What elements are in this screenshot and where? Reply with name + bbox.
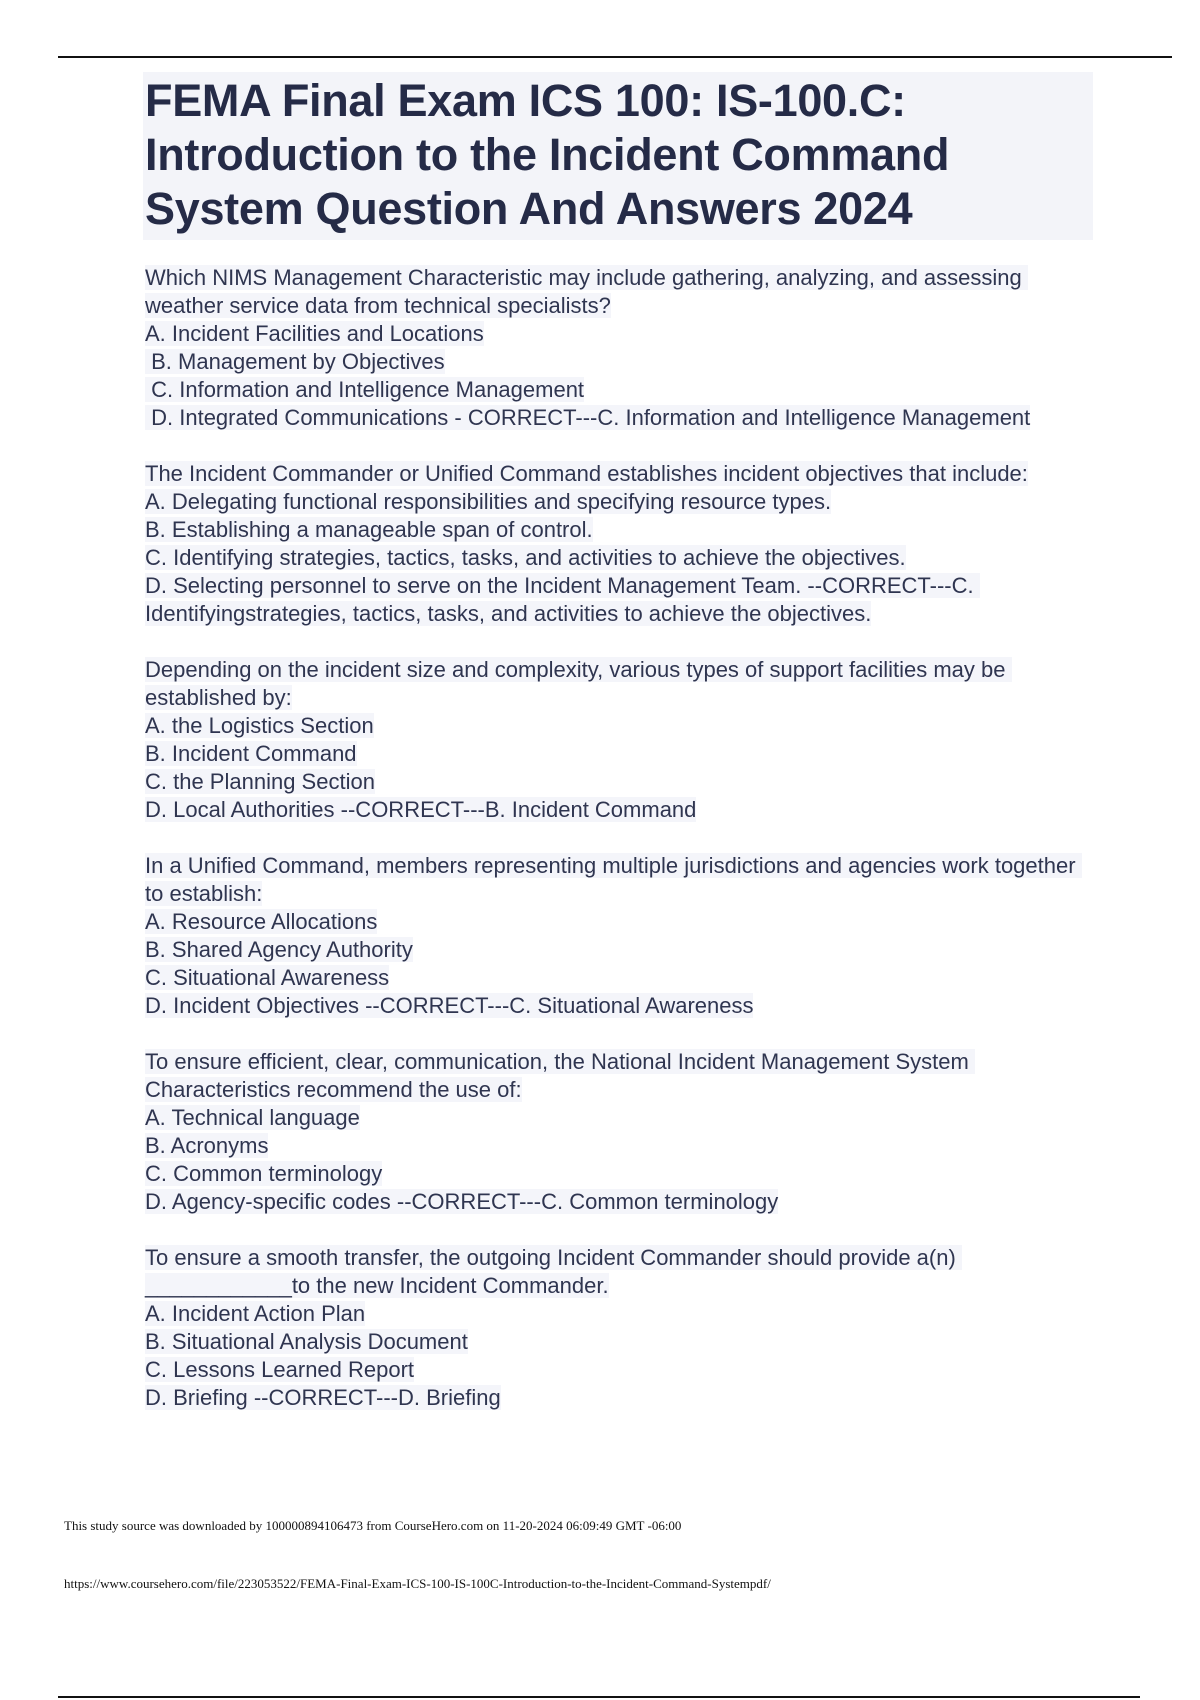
question-list: [145, 264, 1085, 1440]
source-note: This study source was downloaded by 100000894106473 from CourseHero.com on 11-20-2024 06:09:49 GMT -06:00: [64, 1518, 682, 1533]
answer-option: C. the Planning Section: [145, 769, 375, 794]
answer-option: A. Incident Action Plan: [145, 1301, 366, 1326]
answer-option: A. Resource Allocations: [145, 909, 378, 934]
header-divider: [58, 56, 1172, 58]
question-text: The Incident Commander or Unified Command establishes incident objectives that include:: [145, 461, 1028, 486]
question-item: [145, 1244, 1085, 1412]
answer-option: A. the Logistics Section: [145, 713, 374, 738]
question-item: [145, 656, 1085, 824]
answer-option: B. Acronyms: [145, 1133, 269, 1158]
question-text: To ensure efficient, clear, communication, the National Incident Management System Characteristics recommend the use of:: [145, 1049, 975, 1102]
question-item: [145, 460, 1085, 628]
answer-option: B. Management by Objectives: [145, 349, 445, 374]
answer-option: C. Information and Intelligence Management: [145, 377, 585, 402]
answer-option: C. Common terminology: [145, 1161, 383, 1186]
title-block: [143, 72, 1093, 240]
answer-option-correct: D. Briefing --CORRECT---D. Briefing: [145, 1385, 501, 1410]
answer-option: A. Incident Facilities and Locations: [145, 321, 484, 346]
answer-option: B. Incident Command: [145, 741, 357, 766]
answer-option-correct: D. Selecting personnel to serve on the Incident Management Team. --CORRECT---C. Identifyingstrategies, tactics, tasks, and activities to achieve the objectives.: [145, 573, 980, 626]
answer-option: C. Lessons Learned Report: [145, 1357, 415, 1382]
answer-option-correct: D. Integrated Communications - CORRECT---C. Information and Intelligence Management: [145, 405, 1031, 430]
answer-option: C. Identifying strategies, tactics, tasks, and activities to achieve the objectives.: [145, 545, 906, 570]
answer-option: A. Delegating functional responsibilities and specifying resource types.: [145, 489, 832, 514]
question-text: To ensure a smooth transfer, the outgoing Incident Commander should provide a(n) ____________to the new Incident Commander.: [145, 1245, 962, 1298]
answer-option: B. Establishing a manageable span of control.: [145, 517, 593, 542]
source-url[interactable]: https://www.coursehero.com/file/223053522/FEMA-Final-Exam-ICS-100-IS-100C-Introduction-to-the-Incident-Command-Systempdf/: [64, 1576, 771, 1591]
question-text: In a Unified Command, members representing multiple jurisdictions and agencies work together to establish:: [145, 853, 1082, 906]
answer-option: C. Situational Awareness: [145, 965, 390, 990]
answer-option-correct: D. Agency-specific codes --CORRECT---C. Common terminology: [145, 1189, 779, 1214]
answer-option-correct: D. Local Authorities --CORRECT---B. Incident Command: [145, 797, 697, 822]
question-text: Which NIMS Management Characteristic may include gathering, analyzing, and assessing weather service data from technical specialists?: [145, 265, 1028, 318]
question-item: [145, 264, 1085, 432]
answer-option: B. Shared Agency Authority: [145, 937, 413, 962]
answer-option: A. Technical language: [145, 1105, 360, 1130]
document-title: FEMA Final Exam ICS 100: IS-100.C: Introduction to the Incident Command System Question And Answers 2024: [145, 75, 950, 234]
question-item: [145, 852, 1085, 1020]
footer-divider: [58, 1696, 1140, 1698]
answer-option-correct: D. Incident Objectives --CORRECT---C. Situational Awareness: [145, 993, 754, 1018]
question-text: Depending on the incident size and complexity, various types of support facilities may be established by:: [145, 657, 1012, 710]
question-item: [145, 1048, 1085, 1216]
answer-option: B. Situational Analysis Document: [145, 1329, 468, 1354]
